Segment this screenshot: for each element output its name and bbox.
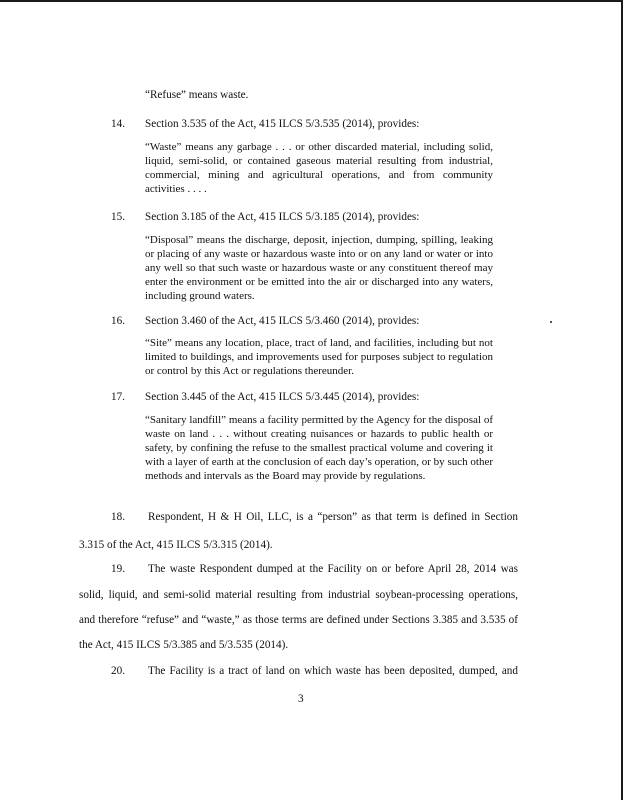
section-15-citation: Section 3.185 of the Act, 415 ILCS 5/3.185 (2014), provides: [145,211,420,223]
section-number-17: 17. [111,391,125,403]
paragraph-number-19: 19. [111,563,125,575]
paragraph-18-line-1: Respondent, H & H Oil, LLC, is a “person” as that term is defined in Section [148,511,518,523]
section-15-quote: “Disposal” means the discharge, deposit, injection, dumping, spilling, leaking or placing of any waste or hazardous waste into or on any land or water or into any well so that such waste or hazardous waste or any constituent thereof may enter the environment or be emitted into the air or discharged into any waters, including ground waters. [145,234,493,302]
paragraph-20-line-1: The Facility is a tract of land on which waste has been deposited, dumped, and [148,665,518,677]
section-14-quote: “Waste” means any garbage . . . or other discarded material, including solid, liquid, semi-solid, or contained gaseous material resulting from industrial, commercial, mining and agricultural operations, and from community activities . . . . [145,141,493,195]
scan-speck [550,321,552,323]
section-number-14: 14. [111,118,125,130]
paragraph-18-line-2: 3.315 of the Act, 415 ILCS 5/3.315 (2014). [79,539,273,551]
paragraph-19-line-4: the Act, 415 ILCS 5/3.385 and 5/3.535 (2014). [79,639,289,651]
paragraph-number-20: 20. [111,665,125,677]
page-number: 3 [298,693,304,705]
paragraph-19-line-1: The waste Respondent dumped at the Facility on or before April 28, 2014 was [148,563,518,575]
section-17-citation: Section 3.445 of the Act, 415 ILCS 5/3.445 (2014), provides: [145,391,420,403]
scan-top-edge [0,0,623,2]
paragraph-number-18: 18. [111,511,125,523]
section-number-16: 16. [111,315,125,327]
section-14-citation: Section 3.535 of the Act, 415 ILCS 5/3.535 (2014), provides: [145,118,420,130]
paragraph-19-line-3: and therefore “refuse” and “waste,” as those terms are defined under Sections 3.385 and 3.535 of [79,614,518,626]
section-number-15: 15. [111,211,125,223]
paragraph-19-line-2: solid, liquid, and semi-solid material resulting from industrial soybean-processing operations, [79,589,518,601]
section-16-quote: “Site” means any location, place, tract of land, and facilities, including but not limited to buildings, and improvements used for purposes subject to regulation or control by this Act or regulations thereunder. [145,337,493,377]
section-16-citation: Section 3.460 of the Act, 415 ILCS 5/3.460 (2014), provides: [145,315,420,327]
refuse-definition: “Refuse” means waste. [145,89,249,101]
section-17-quote: “Sanitary landfill” means a facility permitted by the Agency for the disposal of waste on land . . . without creating nuisances or hazards to public health or safety, by confining the refuse to the smallest practical volume and covering it with a layer of earth at the conclusion of each day’s operation, or by such other methods and intervals as the Board may provide by regulations. [145,414,493,482]
